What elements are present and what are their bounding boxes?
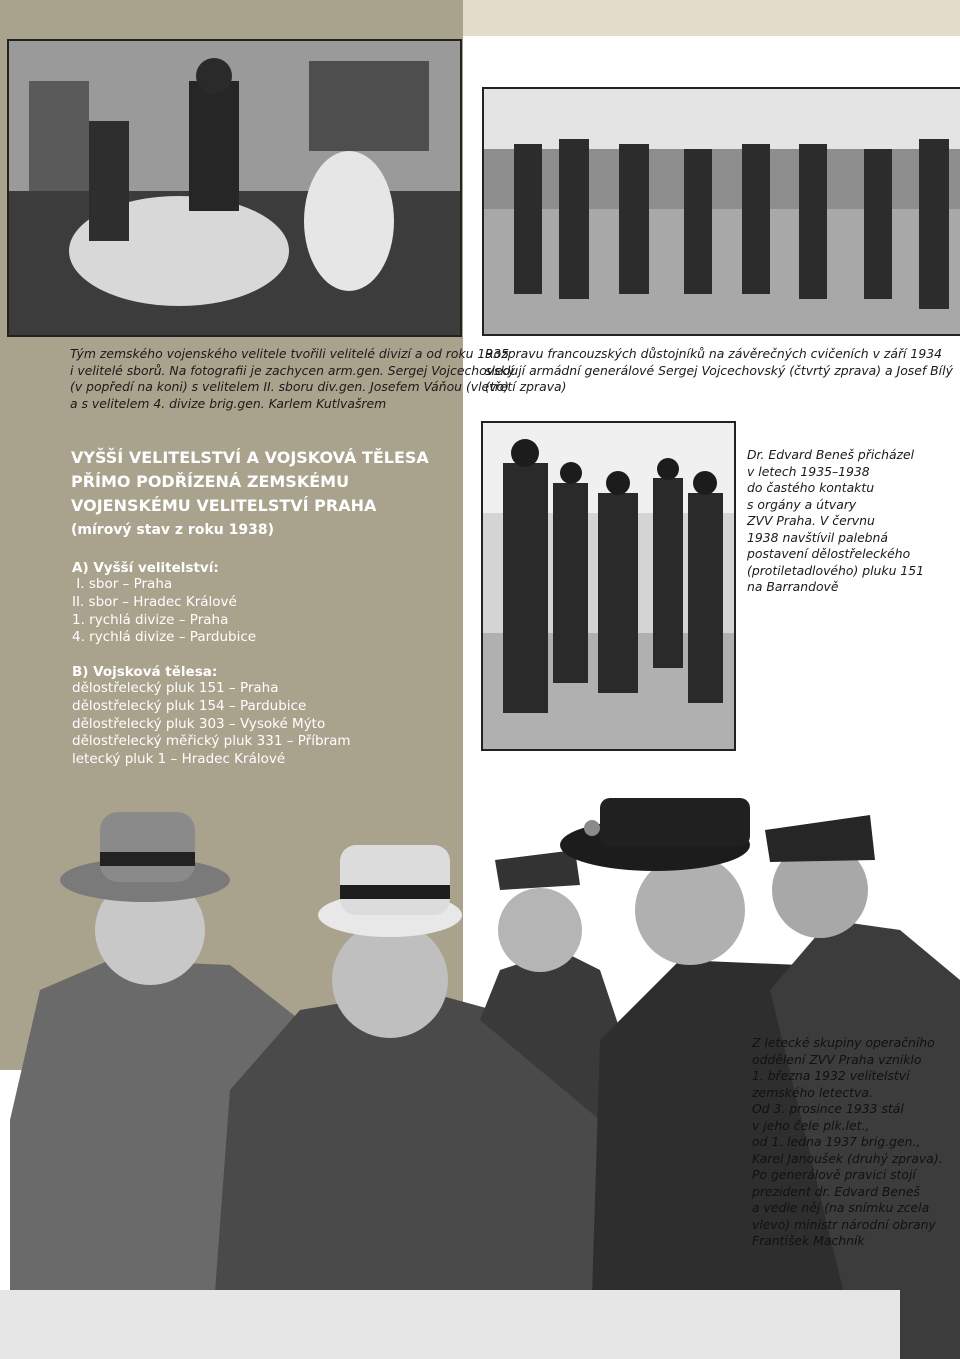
list-item: dělostřelecký pluk 303 – Vysoké Mýto — [72, 715, 326, 732]
caption-line: vlevo) ministr národní obrany — [752, 1216, 936, 1232]
units-heading-block — [71, 446, 451, 538]
list-item: II. sbor – Hradec Králové — [72, 593, 237, 610]
photo-general-on-horse — [7, 39, 462, 337]
caption-line: Karel Janoušek (druhý zprava). — [752, 1150, 943, 1166]
caption-photo-benes-visit — [747, 447, 957, 596]
caption-line: postavení dělostřeleckého — [747, 546, 911, 561]
caption-line: Po generálově pravici stojí — [752, 1167, 916, 1182]
section-b-list — [72, 680, 457, 769]
section-higher-commands — [72, 560, 452, 647]
photo-general-on-horse-image — [9, 41, 460, 335]
list-item: 4. rychlá divize – Pardubice — [72, 629, 257, 646]
caption-line: Od 3. prosince 1933 stál — [752, 1101, 904, 1116]
caption-photo-officers-in-field — [485, 346, 955, 396]
heading-subtitle: (mírový stav z roku 1938) — [71, 522, 274, 538]
heading-line: VOJENSKÉMU VELITELSTVÍ PRAHA — [71, 496, 377, 515]
heading-line: VYŠŠÍ VELITELSTVÍ A VOJSKOVÁ TĚLESA — [71, 448, 429, 467]
photo-benes-visit — [481, 421, 736, 751]
caption-line: sledují armádní generálové Sergej Vojcechovský (čtvrtý zprava) a Josef Bílý — [485, 362, 953, 378]
list-item: dělostřelecký pluk 151 – Praha — [72, 680, 279, 696]
list-item: 1. rychlá divize – Praha — [72, 611, 229, 628]
caption-line: Rozpravu francouzských důstojníků na závěrečných cvičeních v září 1934 — [485, 346, 942, 361]
section-military-units — [72, 664, 457, 769]
heading-line: PŘÍMO PODŘÍZENÁ ZEMSKÉMU — [71, 472, 350, 491]
section-b-title: B) Vojsková tělesa: — [72, 664, 218, 680]
caption-line: a vedle něj (na snímku zcela — [752, 1200, 930, 1215]
list-item: letecký pluk 1 – Hradec Králové — [72, 751, 286, 768]
caption-line: od 1. ledna 1937 brig.gen., — [752, 1134, 921, 1149]
caption-line: do častého kontaktu — [747, 480, 875, 495]
caption-line: (třetí zprava) — [485, 379, 567, 394]
caption-photo-officials-at-map — [752, 1035, 957, 1250]
caption-line: oddělení ZVV Praha vzniklo — [752, 1051, 922, 1067]
caption-line: a s velitelem 4. divize brig.gen. Karlem Kutlvašrem — [70, 395, 387, 411]
caption-line: 1938 navštívil palebná — [747, 529, 888, 545]
caption-line: v letech 1935–1938 — [747, 463, 870, 479]
caption-line: (v popředí na koni) s velitelem II. sboru div.gen. Josefem Váňou (vlevo) — [70, 379, 509, 394]
caption-line: v jeho čele plk.let., — [752, 1117, 870, 1133]
section-a-title: A) Vyšší velitelství: — [72, 560, 219, 576]
caption-photo-general-on-horse — [70, 346, 515, 412]
caption-line: s orgány a útvary — [747, 496, 857, 512]
caption-line: Z letecké skupiny operačního — [752, 1035, 935, 1050]
caption-line: na Barrandově — [747, 579, 839, 594]
caption-line: i velitelé sborů. Na fotografii je zachycen arm.gen. Sergej Vojcechovský — [70, 362, 515, 378]
units-heading — [71, 446, 451, 518]
caption-line: František Machník — [752, 1233, 865, 1248]
photo-officers-in-field — [482, 87, 960, 336]
caption-line: (protiletadlového) pluku 151 — [747, 562, 925, 578]
caption-line: ZVV Praha. V červnu — [747, 513, 875, 528]
caption-line: Tým zemského vojenského velitele tvořili velitelé divizí a od roku 1935 — [70, 346, 509, 361]
section-a-list — [72, 576, 452, 647]
photo-officers-in-field-image — [484, 89, 960, 334]
caption-line: 1. března 1932 velitelství — [752, 1068, 910, 1083]
photo-benes-visit-image — [483, 423, 734, 749]
list-item: dělostřelecký měřický pluk 331 – Příbram — [72, 733, 351, 750]
caption-line: zemského letectva. — [752, 1084, 873, 1100]
list-item: dělostřelecký pluk 154 – Pardubice — [72, 697, 307, 714]
list-item: I. sbor – Praha — [72, 576, 173, 592]
caption-line: prezident dr. Edvard Beneš — [752, 1183, 920, 1199]
caption-line: Dr. Edvard Beneš přicházel — [747, 447, 915, 462]
